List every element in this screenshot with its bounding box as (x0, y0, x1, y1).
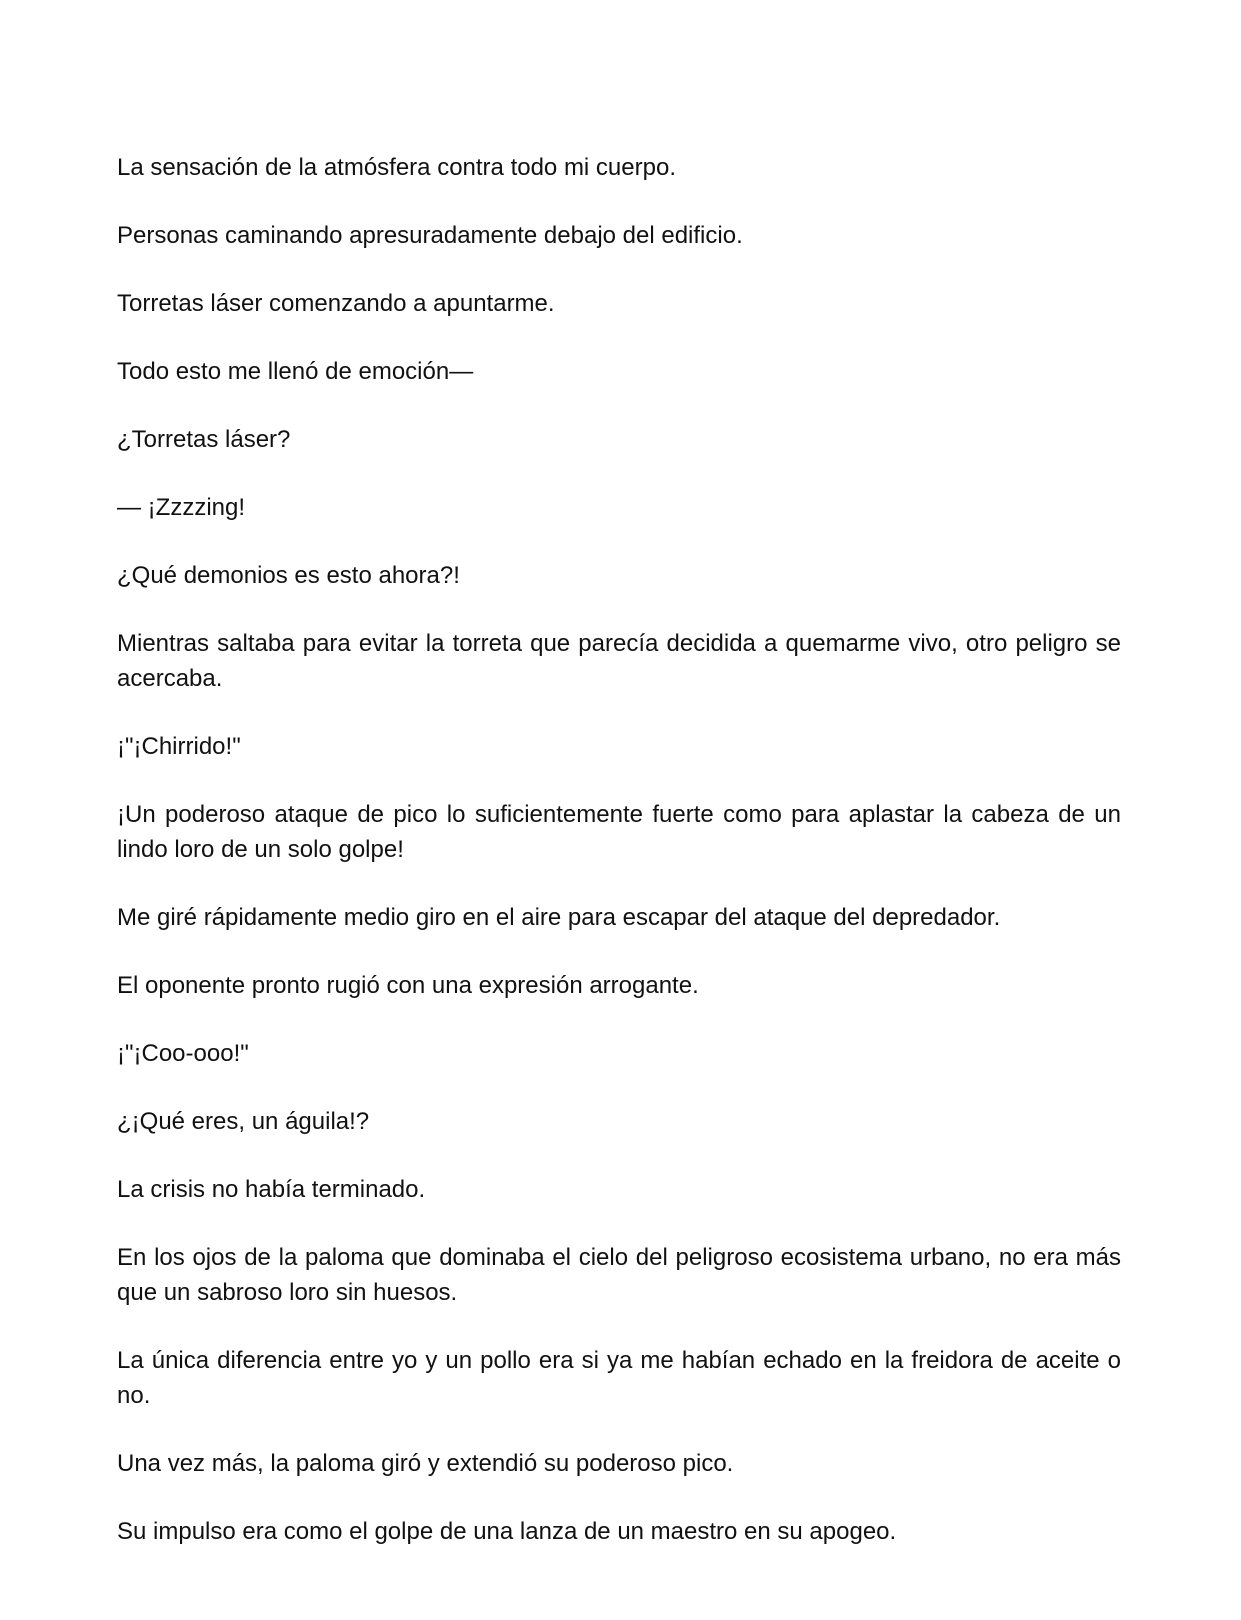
paragraph: ¡"¡Chirrido!" (117, 733, 241, 760)
body-text (117, 150, 1121, 1582)
paragraph: Torretas láser comenzando a apuntarme. (117, 290, 555, 317)
paragraph: Me giré rápidamente medio giro en el aire para escapar del ataque del depredador. (117, 904, 1001, 931)
paragraph: La única diferencia entre yo y un pollo era si ya me habían echado en la freidora de aceite o no. (117, 1347, 1121, 1409)
paragraph: ¡Un poderoso ataque de pico lo suficientemente fuerte como para aplastar la cabeza de un lindo loro de un solo golpe! (117, 801, 1121, 863)
paragraph: Su impulso era como el golpe de una lanza de un maestro en su apogeo. (117, 1518, 897, 1545)
paragraph: Una vez más, la paloma giró y extendió su poderoso pico. (117, 1450, 734, 1477)
paragraph: La crisis no había terminado. (117, 1176, 426, 1203)
paragraph: En los ojos de la paloma que dominaba el cielo del peligroso ecosistema urbano, no era más que un sabroso loro sin huesos. (117, 1244, 1121, 1306)
paragraph: — ¡Zzzzing! (117, 494, 246, 521)
paragraph: ¡"¡Coo-ooo!" (117, 1040, 249, 1067)
paragraph: ¿Torretas láser? (117, 426, 291, 453)
paragraph: ¿Qué demonios es esto ahora?! (117, 562, 460, 589)
paragraph: La sensación de la atmósfera contra todo mi cuerpo. (117, 154, 676, 181)
paragraph: Mientras saltaba para evitar la torreta que parecía decidida a quemarme vivo, otro peligro se acercaba. (117, 630, 1121, 692)
paragraph: El oponente pronto rugió con una expresión arrogante. (117, 972, 699, 999)
paragraph: ¿¡Qué eres, un águila!? (117, 1108, 370, 1135)
paragraph: Todo esto me llenó de emoción— (117, 358, 474, 385)
paragraph: Personas caminando apresuradamente debajo del edificio. (117, 222, 743, 249)
